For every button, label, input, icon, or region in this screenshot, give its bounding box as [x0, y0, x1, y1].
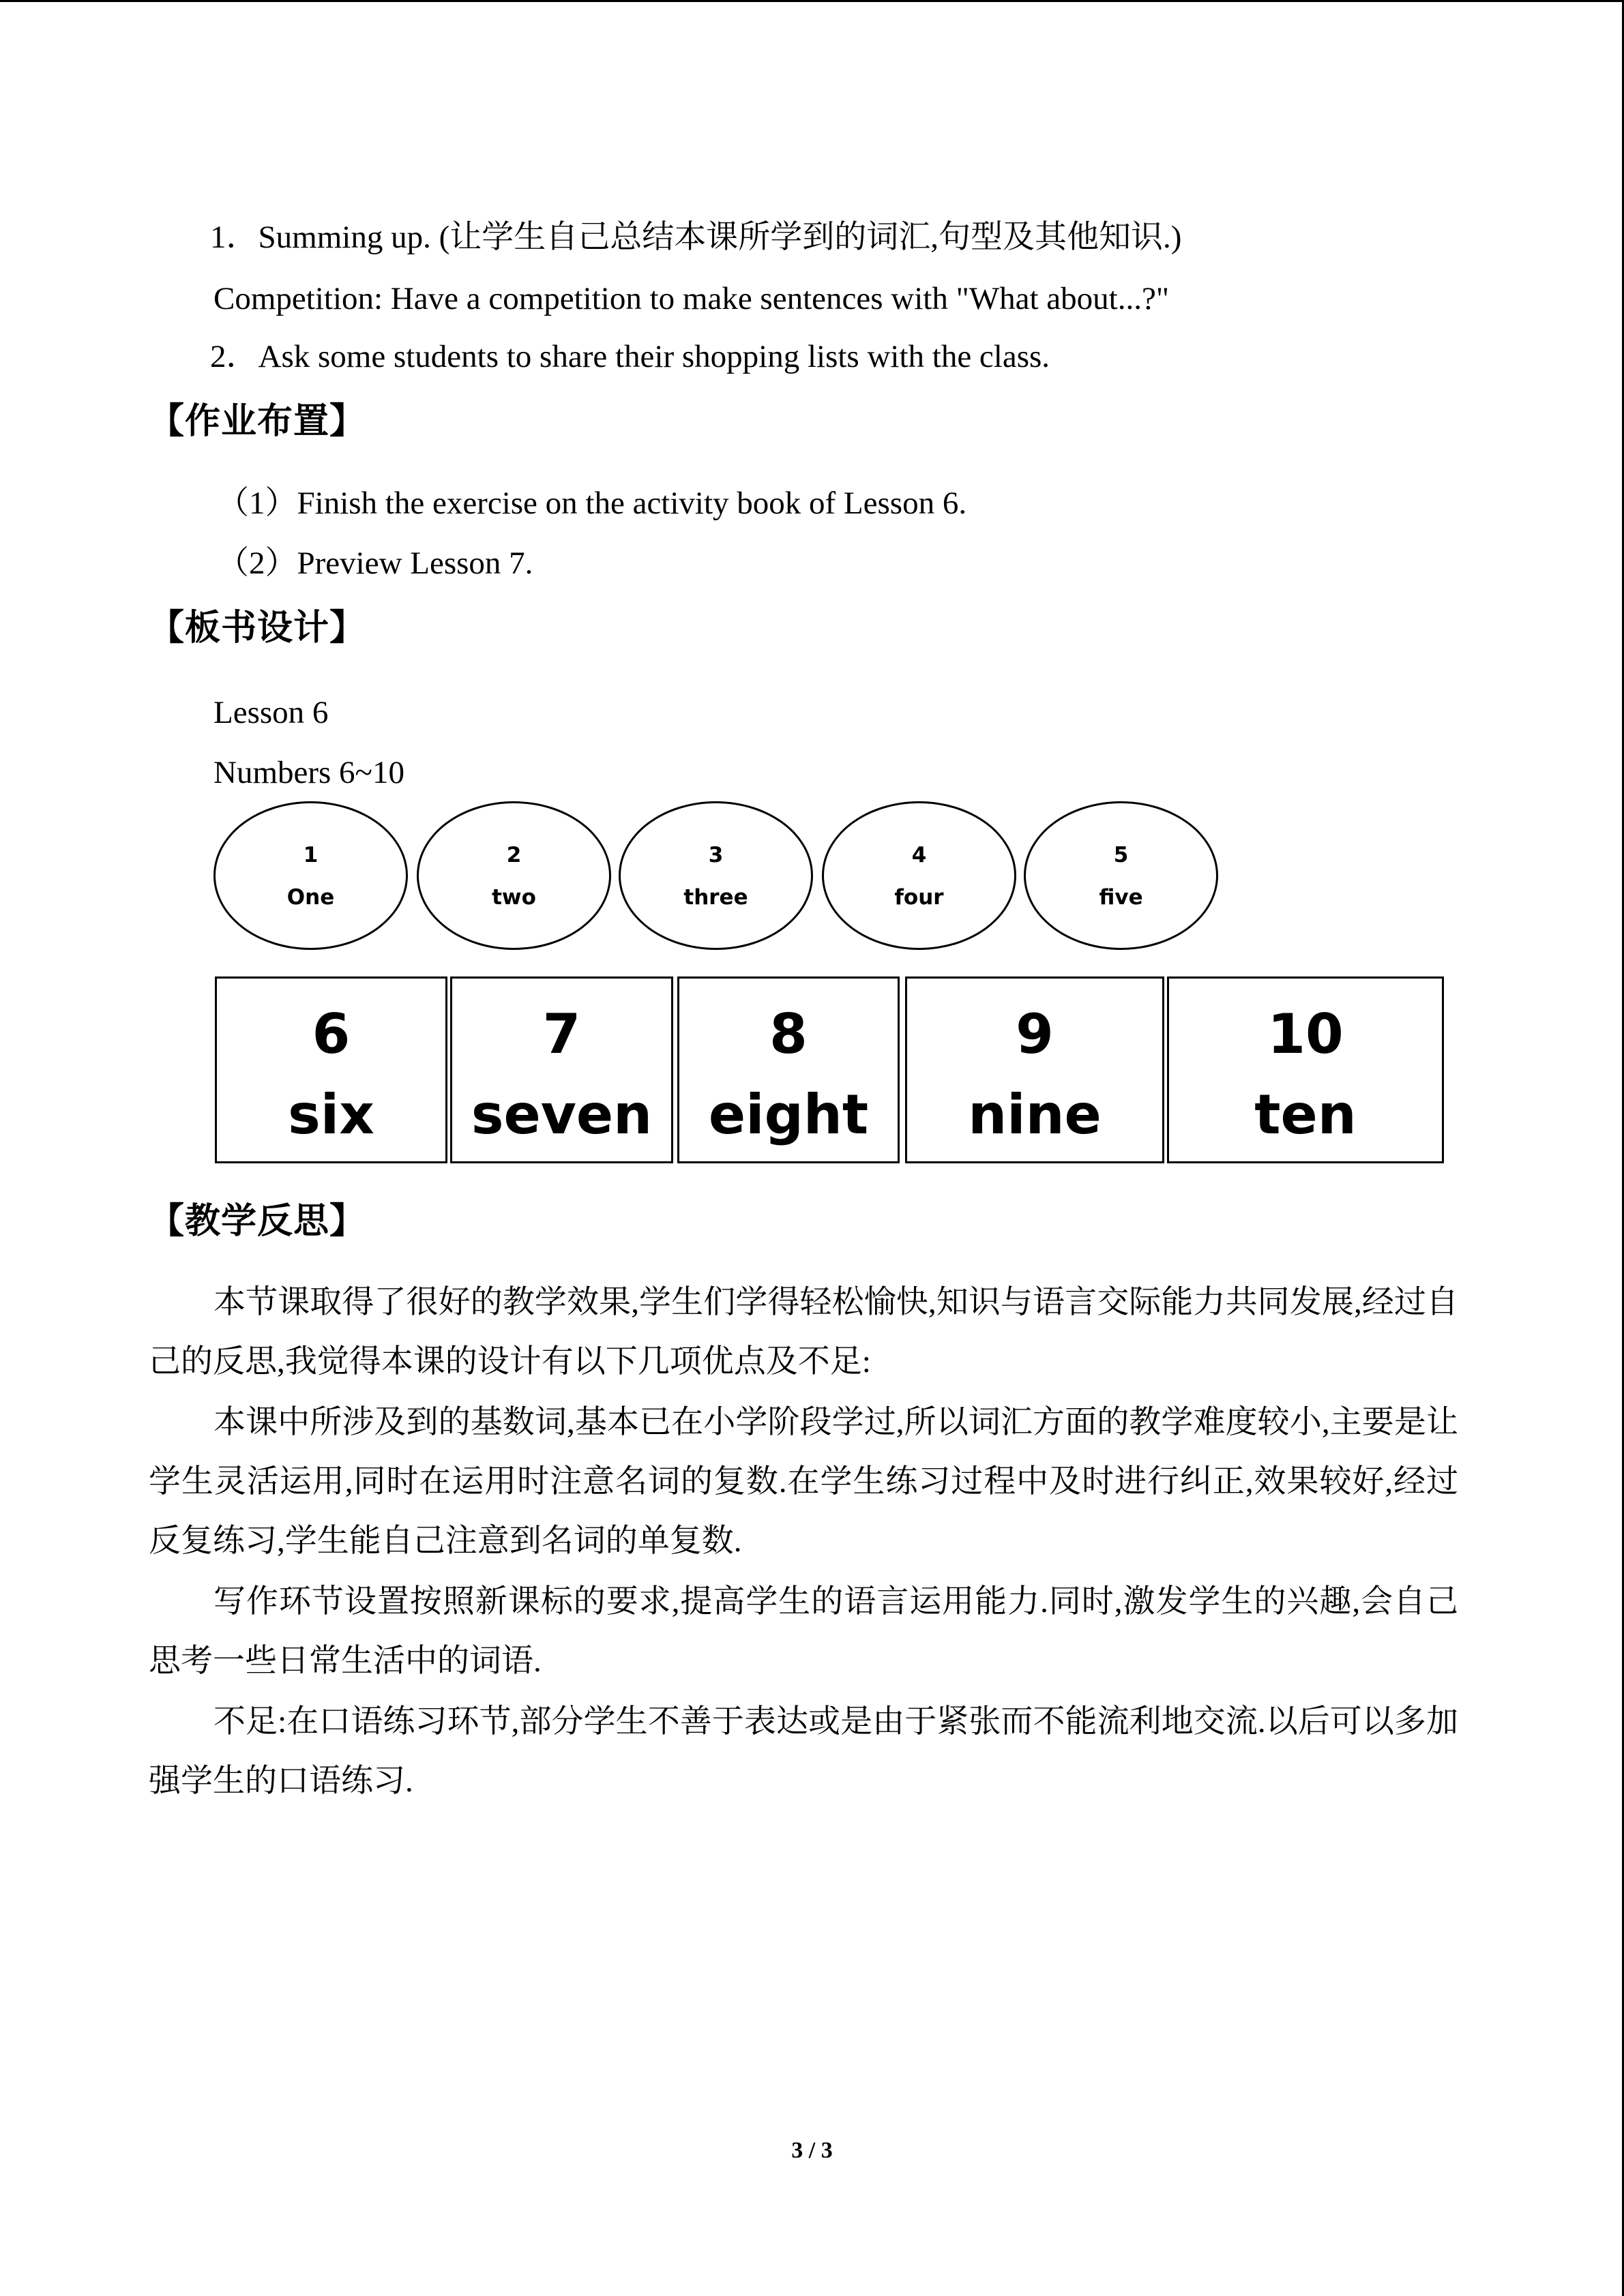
homework-item-2: （2）Preview Lesson 7. — [217, 546, 533, 581]
box-number: 9 — [1016, 1002, 1054, 1066]
page-number: 3 / 3 — [791, 2138, 833, 2163]
box-word: seven — [471, 1083, 653, 1146]
lesson-title: Lesson 6 — [213, 695, 329, 730]
box-word: six — [288, 1083, 374, 1146]
number-box-8 — [677, 976, 900, 1163]
oval-number: 3 — [708, 843, 724, 867]
oval-number: 4 — [911, 843, 927, 867]
number-box-7 — [450, 976, 673, 1163]
reflection-paragraph-2: 本课中所涉及到的基数词,基本已在小学阶段学过,所以词汇方面的教学难度较小,主要是让学生灵活运用,同时在运用时注意名词的复数.在学生练习过程中及时进行纠正,效果较好,经过反复练习,学生能自己注意到名词的单复数. — [149, 1405, 1458, 1559]
reflection-heading: 【教学反思】 — [149, 1201, 366, 1242]
oval-word: four — [894, 885, 944, 910]
box-number: 10 — [1267, 1002, 1344, 1066]
box-word: ten — [1254, 1083, 1357, 1146]
box-number: 7 — [542, 1002, 581, 1066]
page-top-border — [0, 0, 1624, 2]
competition-text: Competition: Have a competition to make sentences with "What about...?" — [213, 281, 1170, 316]
reflection-paragraph-4: 不足:在口语练习环节,部分学生不善于表达或是由于紧张而不能流利地交流.以后可以多加强学生的口语练习. — [149, 1704, 1458, 1799]
number-box-9 — [905, 976, 1164, 1163]
board-design-heading: 【板书设计】 — [149, 608, 366, 648]
box-number: 8 — [769, 1002, 808, 1066]
homework-heading: 【作业布置】 — [149, 401, 366, 442]
number-box-6 — [215, 976, 447, 1163]
summary-item-2: 2．Ask some students to share their shopping lists with the class. — [210, 339, 1050, 374]
number-oval-5 — [1024, 801, 1218, 950]
homework-item-1: （1）Finish the exercise on the activity book of Lesson 6. — [217, 486, 967, 521]
number-oval-1 — [213, 801, 408, 950]
summary-item-1: 1．Summing up. (让学生自己总结本课所学到的词汇,句型及其他知识.) — [210, 220, 1182, 255]
number-oval-4 — [822, 801, 1016, 950]
reflection-paragraph-1: 本节课取得了很好的教学效果,学生们学得轻松愉快,知识与语言交际能力共同发展,经过自己的反思,我觉得本课的设计有以下几项优点及不足: — [149, 1285, 1458, 1380]
number-oval-2 — [417, 801, 611, 950]
box-word: eight — [708, 1083, 869, 1146]
oval-word: three — [683, 885, 748, 910]
numbers-subtitle: Numbers 6~10 — [213, 755, 404, 790]
oval-word: five — [1099, 885, 1143, 910]
oval-word: two — [492, 885, 536, 910]
reflection-paragraph-3: 写作环节设置按照新课标的要求,提高学生的语言运用能力.同时,激发学生的兴趣,会自己思考一些日常生活中的词语. — [149, 1584, 1458, 1679]
box-word: nine — [968, 1083, 1102, 1146]
oval-word: One — [286, 885, 335, 910]
oval-number: 1 — [303, 843, 319, 867]
number-box-10 — [1167, 976, 1444, 1163]
number-oval-3 — [619, 801, 813, 950]
box-number: 6 — [312, 1002, 351, 1066]
oval-number: 5 — [1113, 843, 1129, 867]
oval-number: 2 — [506, 843, 522, 867]
